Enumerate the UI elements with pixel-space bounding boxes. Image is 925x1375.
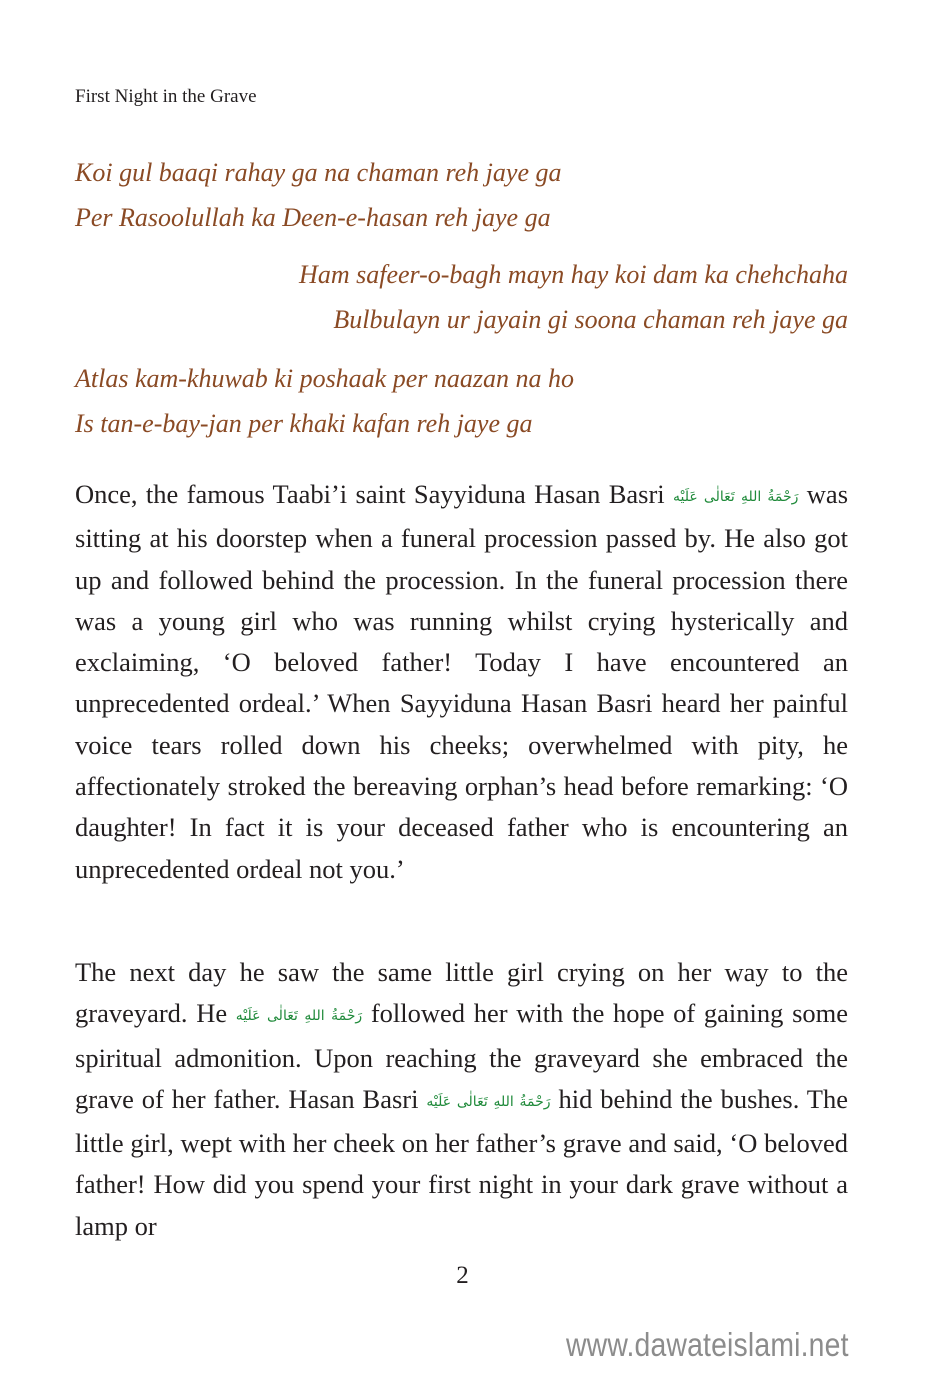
paragraph-text: followed her with the hope of gaining some spiritual admonition. Upon reaching the graveyard she embraced the grave of her father. Hasan Basri <box>75 998 849 1114</box>
verse-line: Bulbulayn ur jayain gi soona chaman reh jaye ga <box>333 305 848 334</box>
verse-line: Is tan-e-bay-jan per khaki kafan reh jaye ga <box>75 409 533 438</box>
verse-line: Per Rasoolullah ka Deen-e-hasan reh jaye ga <box>75 203 551 232</box>
paragraph-text: hid behind the bushes. The little girl, wept with her cheek on her father’s grave and said, ‘O beloved father! How did you spend your first night in your dark grave without a lamp or <box>75 1083 848 1241</box>
paragraph-text: The next day he saw the same little girl crying on her way to the graveyard. He <box>75 957 848 1029</box>
body-paragraph-1 <box>75 474 848 890</box>
verse-stanza-2 <box>299 252 848 342</box>
verse-stanza-3 <box>75 356 574 446</box>
website-url: www.dawateislami.net <box>566 1326 849 1363</box>
verse-line: Atlas kam-khuwab ki poshaak per naazan na ho <box>75 364 575 393</box>
verse-line: Koi gul baaqi rahay ga na chaman reh jaye ga <box>75 158 562 187</box>
honorific-text: رَحْمَةُ اللهِ تَعَالٰى عَلَيْه <box>426 1093 551 1110</box>
running-header: First Night in the Grave <box>75 86 257 107</box>
verse-line: Ham safeer-o-bagh mayn hay koi dam ka chehchaha <box>299 260 848 289</box>
paragraph-text: Once, the famous Taabi’i saint Sayyiduna Hasan Basri <box>75 479 665 509</box>
page-number: 2 <box>456 1262 469 1289</box>
honorific-text: رَحْمَةُ اللهِ تَعَالٰى عَلَيْه <box>673 489 799 505</box>
body-paragraph-2 <box>75 952 848 1247</box>
verse-stanza-1 <box>75 150 561 240</box>
honorific-text: رَحْمَةُ اللهِ تَعَالٰى عَلَيْه <box>235 1008 363 1025</box>
paragraph-text: was sitting at his doorstep when a funeral procession passed by. He also got up and followed behind the procession. In the funeral procession there was a young girl who was running whilst crying hysterically and exclaiming, ‘O beloved father! Today I have encountered an unprecedented ordeal.’ When Sayyiduna Hasan Basri heard her painful voice tears rolled down his cheeks; overwhelmed with pity, he affectionately stroked the bereaving orphan’s head before remarking: ‘O daughter! In fact it is your deceased father who is encountering an unprecedented ordeal not you.’ <box>75 479 849 884</box>
